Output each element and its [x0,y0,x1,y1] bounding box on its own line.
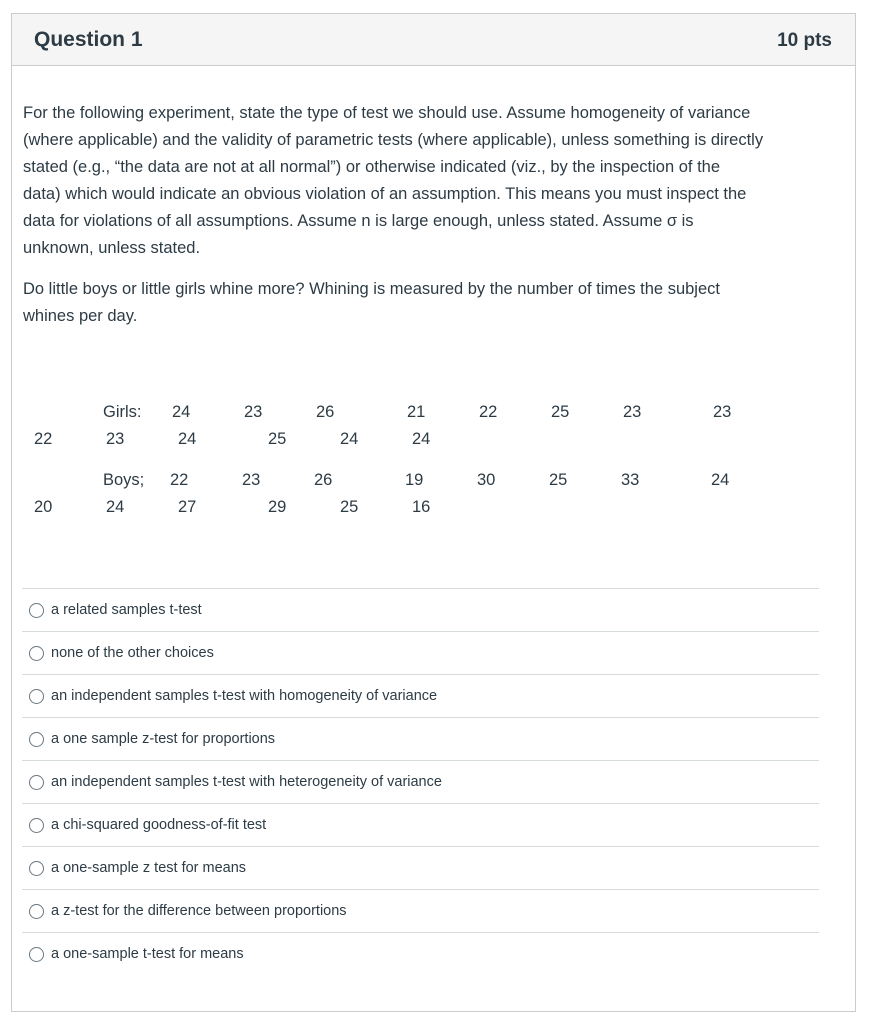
question-prompt [23,100,828,262]
data-value: 24 [106,498,125,516]
answer-option[interactable] [22,846,819,889]
radio-button[interactable] [29,904,44,919]
data-value: 24 [178,430,197,448]
prompt-line: data) which would indicate an obvious violation of an assumption. This means you must inspect the [23,185,747,203]
data-value: 24 [412,430,431,448]
data-value: 23 [106,430,125,448]
answer-option[interactable] [22,588,819,631]
question-title: Question 1 [34,28,143,51]
answer-label[interactable]: a one sample z-test for proportions [51,731,276,747]
radio-button[interactable] [29,603,44,618]
radio-button[interactable] [29,861,44,876]
data-value: 25 [549,471,568,489]
radio-button[interactable] [29,646,44,661]
data-value: 21 [407,403,426,421]
answer-label[interactable]: a z-test for the difference between proportions [51,903,347,919]
data-value: 23 [244,403,263,421]
data-value: 24 [172,403,191,421]
data-value: 26 [316,403,335,421]
answer-label[interactable]: a one-sample t-test for means [51,946,244,962]
data-value: 23 [242,471,261,489]
answer-option[interactable] [22,631,819,674]
answer-option[interactable] [22,674,819,717]
prompt-line: stated (e.g., “the data are not at all normal”) or otherwise indicated (viz., by the inspection of the [23,158,721,176]
prompt-line: (where applicable) and the validity of parametric tests (where applicable), unless something is directly [23,131,764,149]
data-value: 25 [340,498,359,516]
data-value: 26 [314,471,333,489]
data-value: 22 [170,471,189,489]
question-header [12,14,855,66]
radio-button[interactable] [29,775,44,790]
data-value: 23 [623,403,642,421]
data-value: 29 [268,498,287,516]
data-value: 25 [551,403,570,421]
question-points: 10 pts [777,30,832,51]
answer-label[interactable]: a one-sample z test for means [51,860,247,876]
answer-option[interactable] [22,932,819,975]
answer-option[interactable] [22,760,819,803]
radio-button[interactable] [29,947,44,962]
answer-option[interactable] [22,803,819,846]
data-value: 20 [34,498,53,516]
girls-label: Girls: [103,403,142,421]
data-value: 33 [621,471,640,489]
data-value: 19 [405,471,424,489]
radio-button[interactable] [29,732,44,747]
radio-button[interactable] [29,689,44,704]
prompt-line: unknown, unless stated. [23,239,201,257]
answer-label[interactable]: an independent samples t-test with heterogeneity of variance [51,774,442,790]
data-value: 25 [268,430,287,448]
question-line: Do little boys or little girls whine more? Whining is measured by the number of times the subject [23,280,720,298]
question-text [23,276,828,330]
boys-label: Boys; [103,471,145,489]
data-value: 24 [711,471,730,489]
data-value: 24 [340,430,359,448]
data-value: 23 [713,403,732,421]
data-value: 22 [479,403,498,421]
data-value: 22 [34,430,53,448]
answer-option[interactable] [22,717,819,760]
prompt-line: For the following experiment, state the type of test we should use. Assume homogeneity of variance [23,104,751,122]
answer-option[interactable] [22,889,819,932]
data-value: 30 [477,471,496,489]
question-line: whines per day. [23,307,138,325]
data-value: 16 [412,498,431,516]
answer-label[interactable]: none of the other choices [51,645,214,661]
data-value: 27 [178,498,197,516]
prompt-line: data for violations of all assumptions. Assume n is large enough, unless stated. Assume σ is [23,212,694,230]
answer-label[interactable]: a chi-squared goodness-of-fit test [51,817,267,833]
answer-label[interactable]: a related samples t-test [51,602,202,618]
radio-button[interactable] [29,818,44,833]
answer-label[interactable]: an independent samples t-test with homogeneity of variance [51,688,438,704]
answer-list [22,588,819,975]
